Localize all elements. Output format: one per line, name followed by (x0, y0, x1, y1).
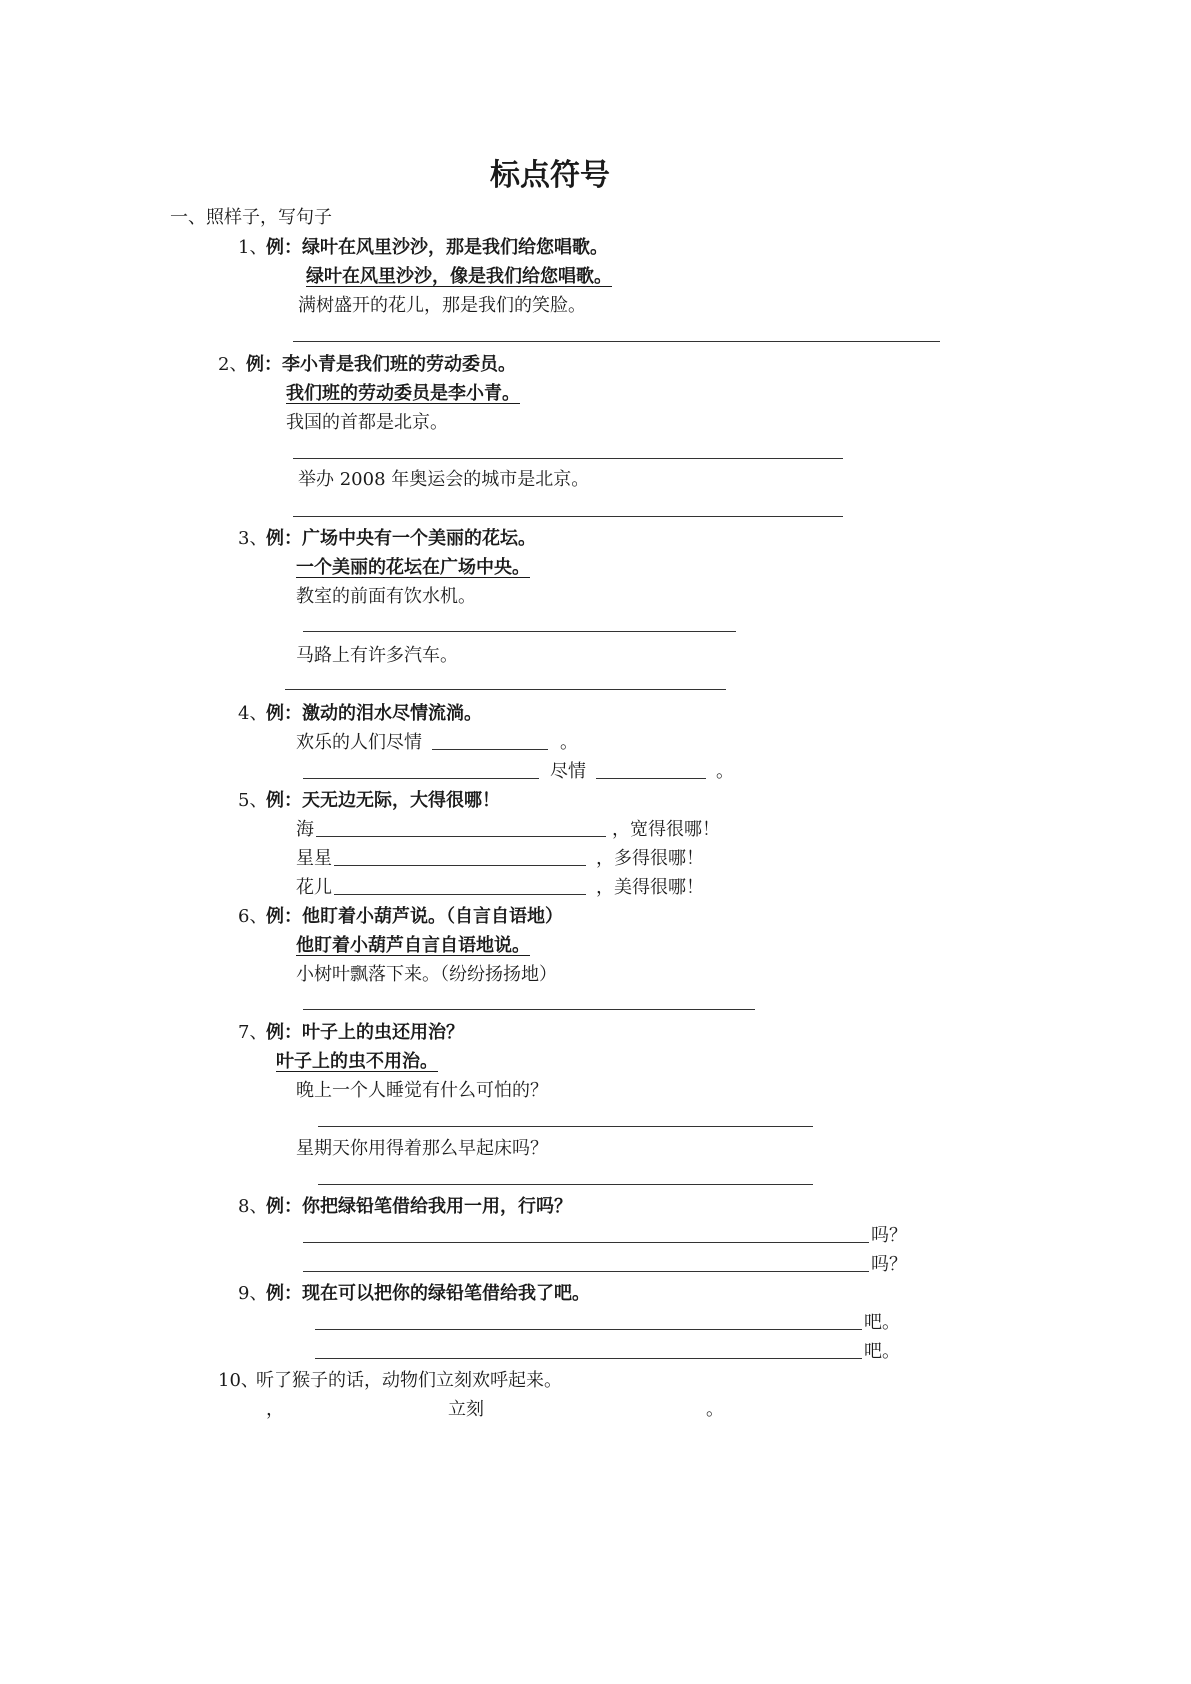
q7-prompt-1: 晚上一个人睡觉有什么可怕的？ (296, 1080, 548, 1101)
q4-period-1: 。 (560, 732, 578, 753)
q4-mid-word: 尽情 (550, 761, 586, 782)
q5-example: 例：天无边无际，大得很哪！ (266, 790, 500, 811)
q3-number: 3、 (238, 528, 268, 549)
q9-example: 例：现在可以把你的绿铅笔借给我了吧。 (266, 1283, 590, 1304)
q5-row-2-start: 星星 (296, 848, 332, 869)
q4-example: 例：激动的泪水尽情流淌。 (266, 703, 482, 724)
q9-end-1: 吧。 (864, 1312, 900, 1333)
q2-answer-line-1[interactable] (293, 458, 843, 459)
q4-prompt: 欢乐的人们尽情 (296, 732, 422, 753)
q5-row-1-blank[interactable] (316, 836, 606, 837)
q6-prompt: 小树叶飘落下来。（纷纷扬扬地） (296, 964, 557, 985)
q2-prompt-2: 举办 2008 年奥运会的城市是北京。 (298, 469, 590, 490)
q8-example: 例：你把绿铅笔借给我用一用，行吗？ (266, 1196, 572, 1217)
q2-number: 2、 (218, 354, 248, 375)
q5-row-1-end: ，宽得很哪！ (612, 819, 720, 840)
q4-blank-2[interactable] (303, 778, 539, 779)
q10-number: 10、 (218, 1370, 259, 1391)
q1-answer: 绿叶在风里沙沙，像是我们给您唱歌。 (306, 266, 612, 287)
q5-number: 5、 (238, 790, 268, 811)
q1-number: 1、 (238, 237, 268, 258)
q4-number: 4、 (238, 703, 268, 724)
q8-blank-2[interactable] (303, 1271, 869, 1272)
section-heading: 一、照样子，写句子 (170, 207, 332, 228)
q8-number: 8、 (238, 1196, 268, 1217)
q4-blank-1[interactable] (432, 749, 548, 750)
q5-row-3-start: 花儿 (296, 877, 332, 898)
q5-row-2-blank[interactable] (334, 865, 586, 866)
q5-row-2-end: ，多得很哪！ (596, 848, 704, 869)
q9-blank-1[interactable] (315, 1329, 862, 1330)
q7-answer-line-1[interactable] (318, 1126, 813, 1127)
q2-answer-line-2[interactable] (293, 516, 843, 517)
q10-period: 。 (706, 1399, 724, 1420)
q6-answer: 他盯着小葫芦自言自语地说。 (296, 935, 530, 956)
q3-prompt-1: 教室的前面有饮水机。 (296, 586, 476, 607)
q7-example: 例：叶子上的虫还用治？ (266, 1022, 464, 1043)
q8-blank-1[interactable] (303, 1242, 869, 1243)
q7-prompt-2: 星期天你用得着那么早起床吗？ (296, 1138, 548, 1159)
q9-blank-2[interactable] (315, 1358, 862, 1359)
q10-comma: ， (266, 1399, 284, 1420)
q5-row-3-end: ，美得很哪！ (596, 877, 704, 898)
q2-prompt-1: 我国的首都是北京。 (286, 412, 448, 433)
q2-answer: 我们班的劳动委员是李小青。 (286, 383, 520, 404)
q7-answer-line-2[interactable] (318, 1184, 813, 1185)
q3-example: 例：广场中央有一个美丽的花坛。 (266, 528, 536, 549)
q1-answer-line[interactable] (293, 341, 940, 342)
q9-number: 9、 (238, 1283, 268, 1304)
q4-blank-3[interactable] (596, 778, 706, 779)
q7-answer: 叶子上的虫不用治。 (276, 1051, 438, 1072)
q6-answer-line[interactable] (303, 1009, 755, 1010)
q8-end-1: 吗？ (871, 1225, 907, 1246)
q5-row-1-start: 海 (296, 819, 314, 840)
q3-answer: 一个美丽的花坛在广场中央。 (296, 557, 530, 578)
q1-prompt: 满树盛开的花儿，那是我们的笑脸。 (298, 295, 586, 316)
q3-answer-line-1[interactable] (303, 631, 736, 632)
q2-example: 例：李小青是我们班的劳动委员。 (246, 354, 516, 375)
q8-end-2: 吗？ (871, 1254, 907, 1275)
q4-period-2: 。 (716, 761, 734, 782)
q9-end-2: 吧。 (864, 1341, 900, 1362)
q7-number: 7、 (238, 1022, 268, 1043)
q6-example: 例：他盯着小葫芦说。（自言自语地） (266, 906, 563, 927)
q5-row-3-blank[interactable] (334, 894, 586, 895)
q1-example: 例：绿叶在风里沙沙，那是我们给您唱歌。 (266, 237, 608, 258)
page-title: 标点符号 (490, 158, 610, 193)
q3-prompt-2: 马路上有许多汽车。 (296, 645, 458, 666)
q10-prompt: 听了猴子的话，动物们立刻欢呼起来。 (256, 1370, 562, 1391)
q6-number: 6、 (238, 906, 268, 927)
q3-answer-line-2[interactable] (285, 689, 726, 690)
q10-mid-word: 立刻 (448, 1399, 484, 1420)
